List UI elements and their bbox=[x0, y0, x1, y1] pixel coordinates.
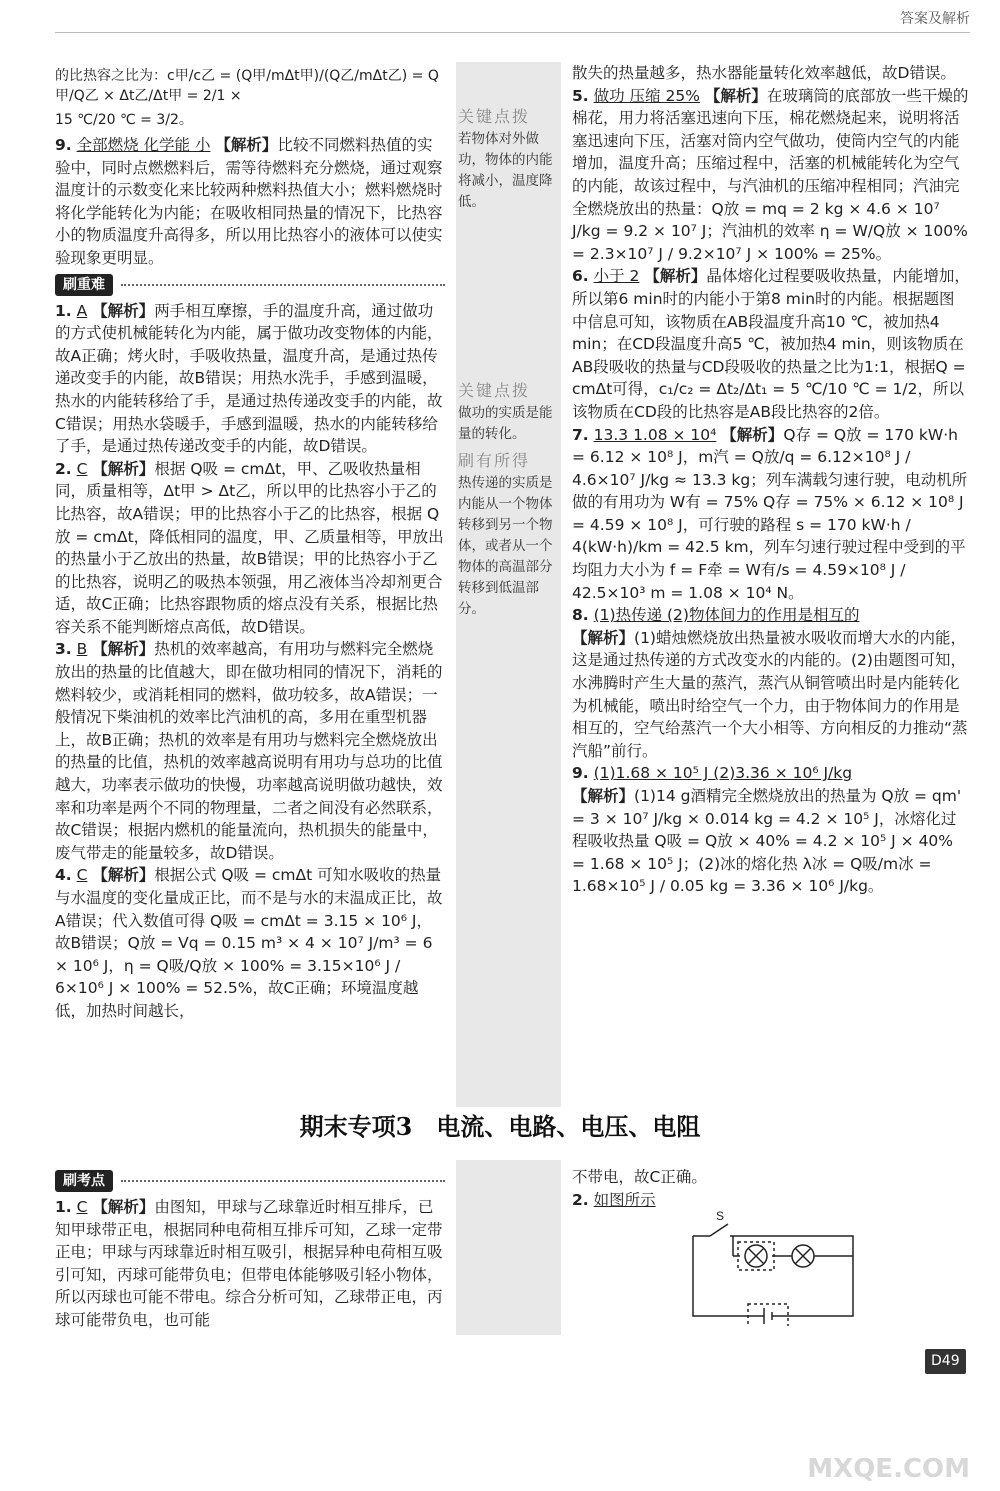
side-note-text: 若物体对外做功，物体的内能将减小，温度降低。 bbox=[458, 131, 553, 210]
continued-text: 不带电，故C正确。 bbox=[572, 1168, 707, 1186]
dotted-divider bbox=[121, 284, 445, 286]
answer-key: C bbox=[76, 459, 88, 478]
analysis-text: Q存 = Q放 = 170 kW·h = 6.12 × 10⁸ J，m汽 = Q放/q = 6.12×10⁸ J / 4.6×10⁷ J/kg ≈ 13.3 kg；列车满载匀速行驶，电动机所做的有用功为 W有 = 75% Q存 = 75% × 6.12 × 10⁸ J = 4.59 × 10⁸ J，可行驶的路程 s = 170 kW·h / 4(kW·h)/km = 42.5 km，列车匀速行驶过程中受到的平均阻力大小为 f = F牵 = W有/s = 4.59×10⁸ J / 42.5×10³ m = 1.08 × 10⁴ N。 bbox=[572, 425, 968, 602]
analysis-text: 比较不同燃料热值的实验中，同时点燃燃料后，需等待燃料充分燃烧，通过观察温度计的示数变化来比较两种燃料热值大小；燃料燃烧时将化学能转化为内能；在吸收相同热量的情况下，比热容小的物质温度升高得多，所以用比热容小的液体可以使实验现象更明显。 bbox=[55, 136, 443, 267]
formula-line: 15 ℃/20 ℃ = 3/2。 bbox=[55, 112, 193, 128]
answer-7 bbox=[572, 424, 970, 605]
question-number: 2. bbox=[55, 459, 72, 478]
answer-key: (1)热传递 (2)物体间力的作用是相互的 bbox=[593, 606, 860, 625]
side-note-3 bbox=[458, 450, 558, 620]
analysis-tag: 【解析】 bbox=[572, 787, 635, 805]
question-number: 5. bbox=[572, 86, 589, 105]
section-badge-row bbox=[55, 270, 445, 300]
analysis-tag: 【解析】 bbox=[215, 136, 278, 154]
answer-key: 13.3 1.08 × 10⁴ bbox=[593, 425, 717, 444]
question-number: 3. bbox=[55, 640, 72, 659]
question-number: 1. bbox=[55, 301, 72, 320]
bottom-left-column bbox=[55, 1166, 445, 1332]
formula-line: 的比热容之比为：c甲/c乙 = (Q甲/mΔt甲)/(Q乙/mΔt乙) = Q甲/Q乙 × Δt乙/Δt甲 = 2/1 × bbox=[55, 68, 439, 104]
analysis-text: (1)蜡烛燃烧放出热量被水吸收而增大水的内能，这是通过热传递的方式改变水的内能的。(2)由题图可知，水沸腾时产生大量的蒸汽，蒸汽从铜管喷出时是内能转化为机械能，喷出时给空气一个力，由于物体间力的作用是相互的，空气给蒸汽一个大小相等、方向相反的力推动“蒸汽船”前行。 bbox=[572, 628, 968, 760]
answer-5 bbox=[572, 85, 970, 266]
analysis-tag: 【解析】 bbox=[704, 86, 767, 105]
side-note-2 bbox=[458, 380, 558, 445]
page-number: D49 bbox=[925, 1349, 966, 1374]
analysis-tag: 【解析】 bbox=[721, 425, 784, 444]
analysis-tag: 【解析】 bbox=[92, 866, 155, 885]
question-number: 7. bbox=[572, 425, 589, 444]
analysis-tag: 【解析】 bbox=[92, 640, 155, 659]
side-note-title: 关键点拨 bbox=[458, 107, 531, 126]
answer-key: C bbox=[76, 866, 88, 885]
answer-4 bbox=[55, 864, 445, 1022]
analysis-tag: 【解析】 bbox=[644, 267, 707, 286]
side-note-1 bbox=[458, 106, 558, 213]
page-header: 答案及解析 bbox=[900, 11, 970, 27]
analysis-text: 晶体熔化过程要吸收热量，内能增加，所以第6 min时的内能小于第8 min时的内能。根据题图中信息可知，该物质在AB段温度升高10 ℃，被加热4 min；在CD段温度升高5 ℃，被加热4 min，则该物质在AB段吸收的热量与CD段吸收的热量之比为1:1，根据Q = cmΔt可得，c₁/c₂ = Δt₂/Δt₁ = 5 ℃/10 ℃ = 1/2，所以该物质在CD段的比热容是AB段比热容的2倍。 bbox=[572, 267, 970, 421]
circuit-wire bbox=[730, 1236, 853, 1256]
switch-label: S bbox=[716, 1209, 725, 1223]
left-column bbox=[55, 62, 445, 1023]
bottom-right-column bbox=[572, 1166, 970, 1211]
section-badge: 刷考点 bbox=[55, 1170, 113, 1192]
side-note-title: 刷有所得 bbox=[458, 451, 531, 470]
answer-1 bbox=[55, 300, 445, 458]
question-number: 9. bbox=[55, 136, 72, 154]
answer-9 bbox=[572, 762, 970, 898]
answer-1 bbox=[55, 1196, 445, 1332]
section-badge: 刷重难 bbox=[55, 274, 113, 296]
answer-8 bbox=[572, 604, 970, 762]
analysis-text: 根据 Q吸 = cmΔt，甲、乙吸收热量相同，质量相等，Δt甲 > Δt乙，所以甲的比热容小于乙的比热容，故A错误；甲的比热容小于乙的比热容，根据 Q放 = cmΔt，降低相同的温度，甲、乙质量相等，甲放出的热量小于乙放出的热量，故B错误；甲的比热容小于乙的比热容，说明乙的吸热本领强，用乙液体当冷却剂更合适，故C正确；比热容跟物质的熔点没有关系，根据比热容关系不能判断熔点高低，故D错误。 bbox=[55, 459, 444, 636]
analysis-tag: 【解析】 bbox=[572, 628, 635, 647]
question-number: 2. bbox=[572, 1190, 589, 1209]
answer-key: 做功 压缩 25% bbox=[593, 86, 700, 105]
answer-key: A bbox=[76, 301, 88, 320]
question-number: 4. bbox=[55, 866, 72, 885]
analysis-text: 热机的效率越高，有用功与燃料完全燃烧放出的热量的比值越大，即在做功相同的情况下，消耗的燃料较少，或消耗相同的燃料，做功较多，故A错误；一般情况下柴油机的效率比汽油机的高，多用在重型机器上，故B正确；热机的效率是有用功与燃料完全燃烧放出的热量的比值，热机的效率越高说明有用功与总功的比值越大，功率表示做功的快慢，功率越高说明做功越快，效率和功率是两个不同的物理量，二者之间没有必然联系，故C错误；根据内燃机的能量流向，热机损失的能量中，废气带走的能量较多，故D错误。 bbox=[55, 640, 443, 862]
dotted-divider bbox=[121, 1180, 445, 1182]
answer-key: 小于 2 bbox=[593, 267, 640, 286]
answer-key: C bbox=[76, 1198, 88, 1216]
circuit-diagram bbox=[688, 1206, 858, 1326]
answer-9 bbox=[55, 134, 445, 270]
analysis-text: 由图知，甲球与乙球靠近时相互排斥，已知甲球带正电，根据同种电荷相互排斥可知，乙球一定带正电；甲球与丙球靠近时相互吸引，根据异种电荷相互吸引可知，丙球可能带负电；但带电体能够吸引轻小物体，所以丙球也可能不带电。综合分析可知，乙球带正电，丙球可能带负电，也可能 bbox=[55, 1198, 443, 1329]
analysis-text: 两手相互摩擦，手的温度升高，通过做功的方式使机械能转化为内能，属于做功改变物体的内能，故A正确；烤火时，手吸收热量，温度升高，是通过热传递改变手的内能，故B错误；用热水洗手，手感到温暖，热水的内能转移给了手，是通过热传递改变手的内能，故C错误；用热水袋暖手，手感到温暖，热水的内能转移给了手，是通过热传递改变手的内能，故D错误。 bbox=[55, 301, 443, 456]
answer-key: 如图所示 bbox=[593, 1190, 656, 1209]
answer-6 bbox=[572, 265, 970, 423]
header-rule bbox=[55, 32, 970, 33]
side-band-bottom bbox=[456, 1160, 561, 1335]
question-number: 1. bbox=[55, 1198, 72, 1216]
answer-key: B bbox=[76, 640, 88, 659]
side-note-title: 关键点拨 bbox=[458, 381, 531, 400]
analysis-tag: 【解析】 bbox=[92, 301, 155, 320]
answer-2 bbox=[55, 458, 445, 639]
circuit-wire bbox=[693, 1236, 750, 1316]
analysis-text: (1)14 g酒精完全燃烧放出的热量为 Q放 = qm' = 3 × 10⁷ J/kg × 0.014 kg = 4.2 × 10⁵ J，冰熔化过程吸收热量 Q吸 = Q放 × 40% = 4.2 × 10⁵ J × 40% = 1.68 × 10⁵ J；(2)冰的熔化热 λ冰 = Q吸/m冰 = 1.68×10⁵ J / 0.05 kg = 3.36 × 10⁶ J/kg。 bbox=[572, 787, 962, 896]
section-title: 期末专项3 电流、电路、电压、电阻 bbox=[299, 1112, 701, 1141]
answer-key: (1)1.68 × 10⁵ J (2)3.36 × 10⁶ J/kg bbox=[593, 764, 853, 783]
right-column bbox=[572, 62, 970, 898]
analysis-text: 在玻璃筒的底部放一些干燥的棉花，用力将活塞迅速向下压，棉花燃烧起来，说明将活塞迅速向下压，活塞对筒内空气做功，使筒内空气的内能增加，温度升高；压缩过程中，活塞的机械能转化为空气的内能，故该过程中，与汽油机的压缩冲程相同；汽油完全燃烧放出的热量：Q放 = mq = 2 kg × 4.6 × 10⁷ J/kg = 9.2 × 10⁷ J；汽油机的效率 η = W/Q放 × 100% = 2.3×10⁷ J / 9.2×10⁷ J × 100% = 25%。 bbox=[572, 86, 969, 263]
answer-3 bbox=[55, 638, 445, 864]
section-badge-row bbox=[55, 1166, 445, 1196]
analysis-text: 根据公式 Q吸 = cmΔt 可知水吸收的热量与水温度的变化量成正比，而不是与水的末温成正比，故A错误；代入数值可得 Q吸 = cmΔt = 3.15 × 10⁶ J，故B错误；Q放 = Vq = 0.15 m³ × 4 × 10⁷ J/m³ = 6 × 10⁶ J，η = Q吸/Q放 × 100% = 3.15×10⁶ J / 6×10⁶ J × 100% = 52.5%，故C正确；环境温度越低，加热时间越长， bbox=[55, 866, 443, 1020]
analysis-tag: 【解析】 bbox=[92, 1198, 155, 1216]
analysis-tag: 【解析】 bbox=[92, 459, 155, 478]
question-number: 6. bbox=[572, 267, 589, 286]
watermark-text: MXQE.COM bbox=[807, 1454, 970, 1485]
question-number: 8. bbox=[572, 606, 589, 625]
switch-blade bbox=[710, 1224, 728, 1236]
side-note-text: 做功的实质是能量的转化。 bbox=[458, 405, 553, 442]
question-number: 9. bbox=[572, 764, 589, 783]
answer-key: 全部燃烧 化学能 小 bbox=[76, 136, 211, 154]
side-note-text: 热传递的实质是内能从一个物体转移到另一个物体，或者从一个物体的高温部分转移到低温部分。 bbox=[458, 475, 553, 617]
dashed-box bbox=[748, 1304, 788, 1326]
continued-text: 散失的热量越多，热水器能量转化效率越低，故D错误。 bbox=[572, 64, 956, 82]
